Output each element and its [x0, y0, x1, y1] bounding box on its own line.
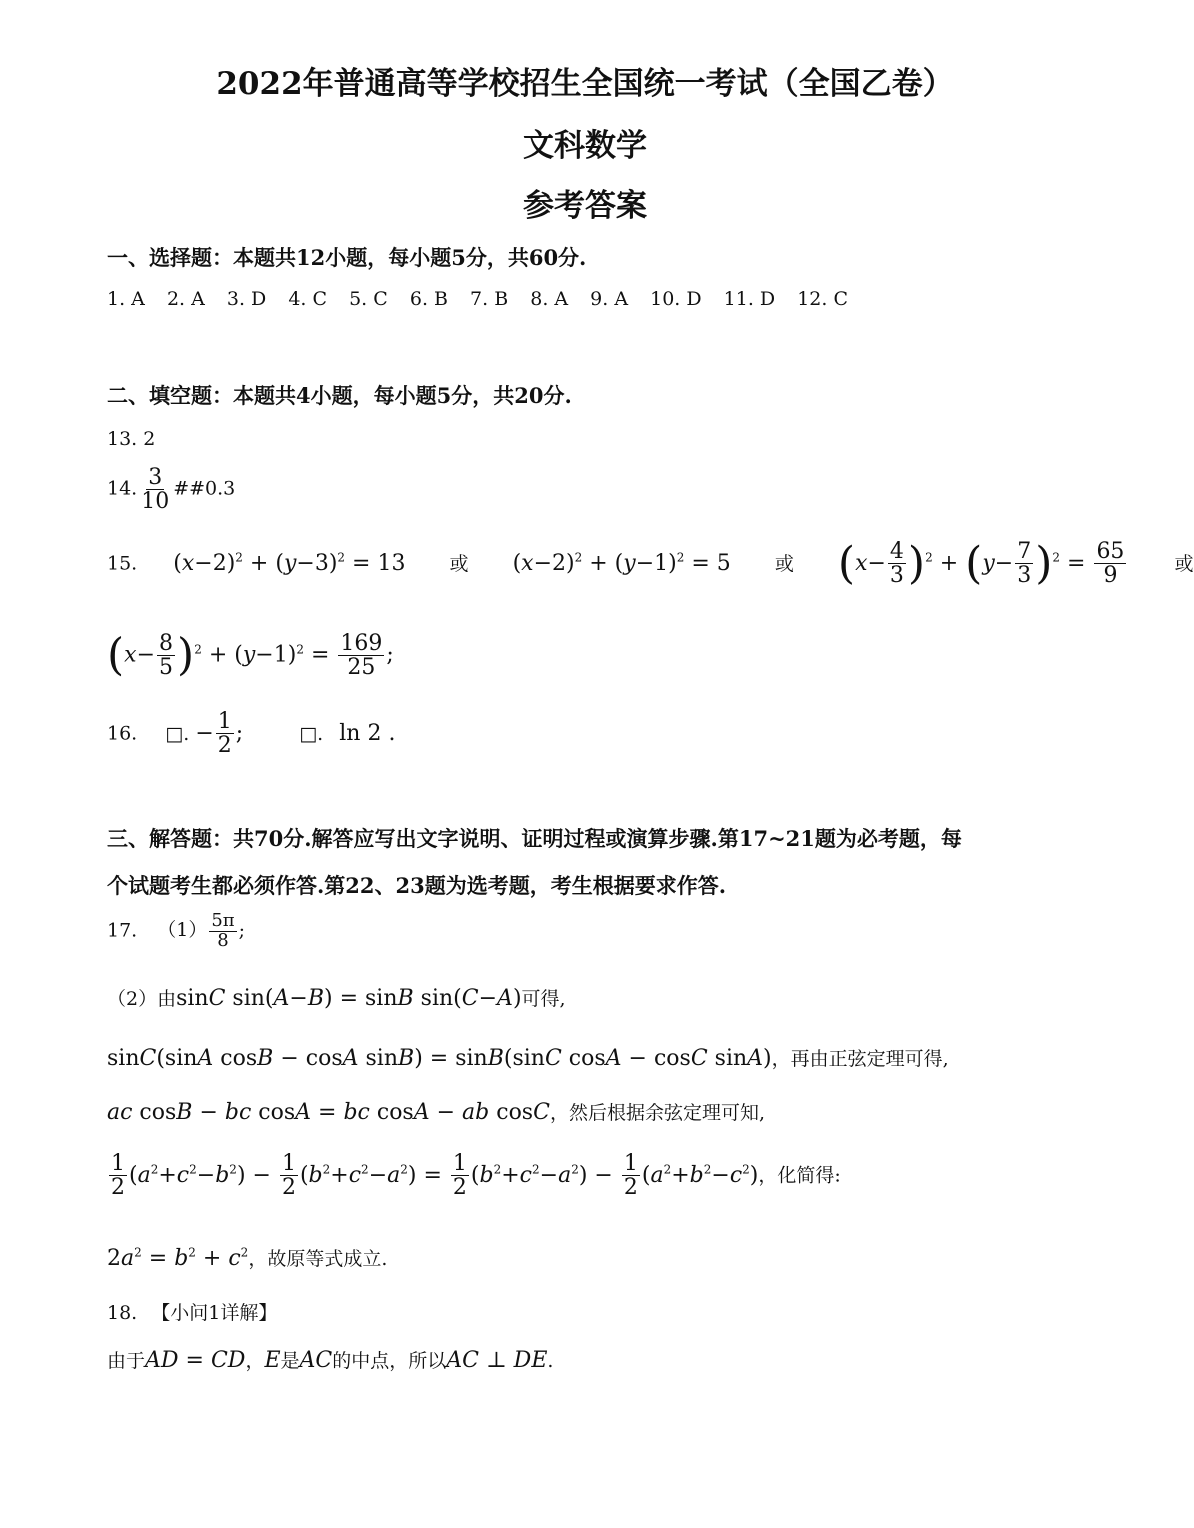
- q17-text: 可得,: [521, 988, 566, 1010]
- q15-eq4: (x− $\frac{8}{5}$ )$^2 + (y-1)^2$ = $\frac{169}{25}$ ;: [107, 629, 394, 681]
- q14-numerator: 3: [148, 465, 163, 490]
- q17-text: ，化简得:: [758, 1164, 841, 1187]
- q14-alt: ##0.3: [173, 477, 236, 500]
- answer-item: 10. D: [650, 288, 702, 310]
- q17-text: ，再由正弦定理可得,: [771, 1048, 949, 1070]
- q16-value1: − $\frac{1}{2}$ ;: [195, 709, 244, 759]
- q17-part2-label: （2）由: [107, 988, 177, 1010]
- q17-text: ，然后根据余弦定理可知,: [549, 1102, 765, 1124]
- answer-item: 6. B: [409, 288, 448, 310]
- section3-heading-line2: 个试题考生都必须作答.第22、23题为选考题，考生根据要求作答.: [107, 873, 727, 898]
- exam-title: 2022年普通高等学校招生全国统一考试（全国乙卷）: [216, 66, 954, 102]
- answer-17-step2: [107, 1098, 765, 1125]
- q18-text: 是: [280, 1350, 300, 1372]
- q18-text: 的中点，所以: [332, 1350, 447, 1372]
- answer-17-part1: 17. （1） $\frac{5\pi}{8}$ ;: [107, 910, 246, 951]
- section3-heading-line1: 三、解答题：共70分.解答应写出文字说明、证明过程或演算步骤.第17~21题为必考题，每: [107, 826, 962, 851]
- or-text: 或: [449, 552, 469, 575]
- answer-key-title: 参考答案: [523, 188, 647, 224]
- q18-math: AC: [299, 1348, 333, 1373]
- answer-18-text: [107, 1346, 553, 1373]
- or-text: 或: [1174, 552, 1194, 575]
- q17-step3-equation: $\frac{1}{2}$ $(a^2+c^2-b^2)$ − $\frac{1}{2}$ $(b^2+c^2-a^2)$ = $\frac{1}{2}$ $(b^2+c^2-a^2)$ − $\frac{1}{2}$ $(a^2+b^2-c^2)$: [111, 1151, 759, 1201]
- answer-13: 13. 2: [107, 428, 156, 450]
- section1-heading: 一、选择题：本题共12小题，每小题5分，共60分.: [107, 245, 587, 270]
- q17-label: 17.: [107, 919, 138, 942]
- q17-part1-value: $\frac{5\pi}{8}$: [211, 910, 235, 951]
- q14-fraction: [139, 466, 171, 513]
- answer-item: 3. D: [226, 288, 267, 310]
- q17-conclusion-equation: $2a^2 = b^2 + c^2$: [107, 1245, 249, 1271]
- q16-label: 16.: [107, 722, 138, 745]
- section2-heading: 二、填空题：本题共4小题，每小题5分，共20分.: [107, 383, 572, 408]
- q18-math: E: [264, 1348, 281, 1373]
- q15-label: 15.: [107, 552, 138, 575]
- answer-item: 12. C: [797, 288, 848, 310]
- q18-subheading: 【小问1详解】: [151, 1302, 278, 1324]
- q15-eq3: (x− $\frac{4}{3}$ )$^2$ + (y− $\frac{7}{3}$ )$^2$ = $\frac{65}{9}$: [837, 537, 1125, 589]
- q18-math: AD = CD: [145, 1348, 246, 1373]
- q17-text: ，故原等式成立.: [248, 1248, 388, 1270]
- answer-18-heading: [107, 1298, 277, 1325]
- q15-eq2: $(x-2)^2 + (y-1)^2 = 5$: [512, 550, 731, 576]
- answer-item: 2. A: [166, 288, 205, 310]
- q14-denominator: 10: [141, 489, 170, 515]
- choice-answers: [107, 288, 864, 310]
- answer-16: [107, 710, 395, 757]
- subject-title: 文科数学: [523, 128, 647, 164]
- answer-item: 11. D: [723, 288, 776, 310]
- q18-text: 由于: [107, 1350, 146, 1372]
- q17-given-equation: sinC sin(A−B) = sinB sin(C−A): [176, 986, 522, 1011]
- q18-label: 18.: [107, 1302, 138, 1324]
- answer-17-step3: [107, 1152, 841, 1199]
- answer-item: 5. C: [349, 288, 388, 310]
- answer-item: 4. C: [288, 288, 328, 310]
- q16-mark: □.: [299, 722, 324, 745]
- answer-item: 7. B: [470, 288, 509, 310]
- q14-label: 14.: [107, 477, 138, 500]
- answer-17-step1: [107, 1044, 949, 1071]
- answer-15: [107, 537, 1194, 589]
- q16-value2: ln 2 .: [339, 720, 396, 746]
- answer-item: 1. A: [107, 288, 145, 310]
- q17-step1-equation: sinC(sinA cosB − cosA sinB) = sinB(sinC cosA − cosC sinA): [107, 1046, 772, 1071]
- answer-item: 9. A: [590, 288, 629, 310]
- answer-14: [107, 466, 235, 513]
- q18-text: ，: [245, 1350, 265, 1372]
- or-text: 或: [774, 552, 794, 575]
- q18-math: AC ⊥ DE: [446, 1348, 548, 1373]
- answer-17-conclusion: [107, 1244, 387, 1271]
- q17-step2-equation: ac cosB − bc cosA = bc cosA − ab cosC: [107, 1100, 550, 1125]
- q17-part1-label: （1）: [157, 919, 208, 942]
- answer-17-part2-intro: [107, 984, 566, 1011]
- q18-text: .: [547, 1350, 554, 1372]
- q16-mark: □.: [165, 722, 190, 745]
- q15-eq1: $(x-2)^2 + (y-3)^2 = 13$: [173, 550, 406, 576]
- answer-item: 8. A: [530, 288, 569, 310]
